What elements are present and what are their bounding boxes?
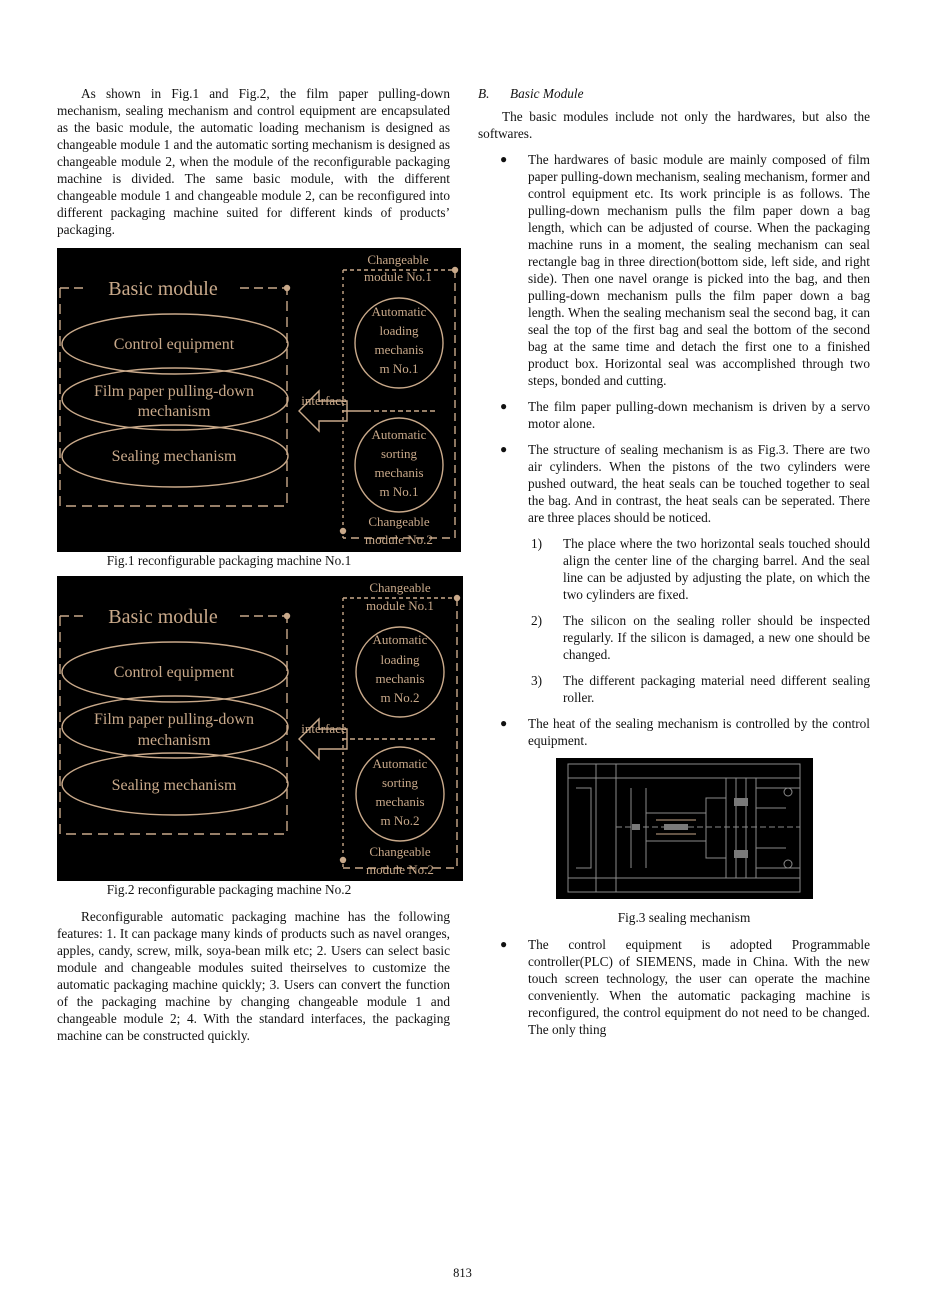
fig2-loading-line2: loading (380, 652, 420, 667)
fig1-sorting-line4: m No.1 (379, 484, 419, 499)
section-title: Basic Module (510, 86, 584, 101)
left-column (57, 85, 450, 1044)
fig1-sorting-line1: Automatic (371, 427, 427, 442)
fig2-film-paper-label-line1: Film paper pulling-down (94, 711, 254, 728)
bullet-icon: ● (500, 442, 508, 456)
figure-1-diagram (57, 248, 461, 552)
left-paragraph-1: As shown in Fig.1 and Fig.2, the film paper pulling-down mechanism, sealing mechanism and control equipment are encapsulated as the basic module, the automatic loading mechanism is designed as changeable module 1 and the automatic sorting mechanism is designed as changeable module 2, when the module of the reconfigurable packaging machine is divided. The same basic module, with the different changeable module 1 and changeable module 2, can be reconfigured into different packaging machine suited for different kinds of products’ packaging. (57, 86, 450, 237)
fig2-interface-label: interface (301, 721, 347, 736)
bullet-item (478, 441, 870, 526)
fig1-changeable-module-2-line1: Changeable (368, 514, 430, 529)
fig1-sorting-line2: sorting (380, 446, 418, 461)
bullet-icon: ● (500, 716, 508, 730)
numbered-marker: 2) (531, 613, 543, 628)
left-paragraph-2: Reconfigurable automatic packaging machine has the following features: 1. It can package many kinds of products such as navel oranges, apples, candy, screw, milk, soya-bean milk etc; 2. Users can select basic module and changeable modules suited theirselves to customize the automatic packaging machine quickly; 3. Users can convert the function of the packaging machine by changing changeable module 1 and changeable module 2; 4. With the standard interfaces, the packaging machine can be constructed quickly. (57, 909, 450, 1043)
figure-2-caption: Fig.2 reconfigurable packaging machine No.2 (106, 882, 352, 897)
numbered-marker: 1) (531, 536, 543, 551)
bullet-item (478, 936, 870, 1038)
fig2-basic-module-label: Basic module (108, 606, 218, 628)
fig2-changeable-module-2-line1: Changeable (369, 844, 431, 859)
fig1-film-paper-label-line1: Film paper pulling-down (94, 383, 254, 400)
bullet-item (478, 715, 870, 749)
fig1-control-equipment-label: Control equipment (113, 336, 235, 353)
figure-1-caption: Fig.1 reconfigurable packaging machine No.1 (106, 553, 352, 568)
page-number: 813 (453, 1266, 472, 1280)
bullet-text: The film paper pulling-down mechanism is driven by a servo motor alone. (528, 399, 870, 431)
fig1-loading-line2: loading (379, 323, 419, 338)
figure-3-drawing (556, 758, 813, 899)
figure-2 (57, 576, 463, 881)
fig2-control-equipment-label: Control equipment (113, 664, 235, 681)
fig1-loading-line3: mechanis (374, 342, 424, 357)
fig1-loading-line4: m No.1 (379, 361, 419, 376)
bullet-text: The heat of the sealing mechanism is controlled by the control equipment. (528, 716, 870, 748)
fig1-sealing-mechanism-label: Sealing mechanism (111, 448, 237, 465)
bullet-icon: ● (500, 152, 508, 166)
fig1-changeable-module-2-line2: module No.2 (365, 532, 433, 547)
fig1-sorting-line3: mechanis (374, 465, 424, 480)
fig1-loading-line1: Automatic (371, 304, 427, 319)
fig2-sorting-line2: sorting (381, 775, 419, 790)
fig2-sorting-line3: mechanis (375, 794, 425, 809)
numbered-item (478, 672, 870, 706)
numbered-text: The silicon on the sealing roller should be inspected regularly. If the silicon is damaged, a new one should be changed. (563, 613, 870, 662)
fig2-film-paper-label-line2: mechanism (137, 732, 211, 749)
figure-1 (57, 248, 461, 552)
section-label: B. (478, 86, 490, 101)
numbered-marker: 3) (531, 673, 543, 688)
fig1-interface-label: interface (301, 393, 347, 408)
bullet-icon: ● (500, 937, 508, 951)
fig2-sorting-line1: Automatic (372, 756, 428, 771)
fig2-loading-line4: m No.2 (380, 690, 420, 705)
numbered-text: The different packaging material need different sealing roller. (563, 673, 870, 705)
fig1-changeable-module-1-line1: Changeable (367, 252, 429, 267)
bullet-text: The structure of sealing mechanism is as Fig.3. There are two air cylinders. When the pistons of the two cylinders were pushed outward, the heat seals can be touched together to seal the bag. And in contrast, the heat seals can be seperated. There are three places should be noticed. (528, 442, 870, 525)
bullet-icon: ● (500, 399, 508, 413)
bullet-item (478, 151, 870, 389)
numbered-text: The place where the two horizontal seals touched should align the center line of the charging barrel. And the seal line can be adjusted by adjusting the plate, on which the two cylinders are fixed. (563, 536, 870, 602)
right-intro: The basic modules include not only the hardwares, but also the softwares. (478, 109, 870, 141)
figure-2-diagram (57, 576, 463, 881)
fig1-film-paper-label-line2: mechanism (137, 403, 211, 420)
fig1-basic-module-label: Basic module (108, 278, 218, 300)
fig2-changeable-module-1-line2: module No.1 (366, 598, 434, 613)
bullet-text: The control equipment is adopted Programmable controller(PLC) of SIEMENS, made in China. With the new touch screen technology, the user can operate the machine conveniently. When the automatic packaging machine is reconfigured, the control equipment do not need to be changed. The only thing (528, 937, 870, 1037)
fig2-sorting-line4: m No.2 (380, 813, 420, 828)
figure-3-caption: Fig.3 sealing mechanism (617, 910, 751, 925)
fig2-changeable-module-1-line1: Changeable (369, 580, 431, 595)
fig2-sealing-mechanism-label: Sealing mechanism (111, 777, 237, 794)
bullet-item (478, 398, 870, 432)
fig2-loading-line3: mechanis (375, 671, 425, 686)
numbered-item (478, 535, 870, 603)
right-column (478, 85, 870, 1038)
numbered-item (478, 612, 870, 663)
fig2-changeable-module-2-line2: module No.2 (366, 862, 434, 877)
figure-3 (556, 758, 813, 899)
bullet-text: The hardwares of basic module are mainly composed of film paper pulling-down mechanism, sealing mechanism, former and control equipment etc. Its work principle is as follows. The pulling-down mechanism pulls the film paper down a bag length, which can be adjusted of course. When the packaging machine runs in a moment, the sealing mechanism can seal rectangle bag in three direction(bottom side, left side, and right side). Then one navel orange is picked into the bag, and then pulling-down mechanism pulls the film paper down a bag length. When the sealing mechanism seal the second bag, it can seal the top of the first bag and seal the bottom of the second bag at the same time and detach the first one to a finished product box. Horizontal seal was accomplished through two steps, bonded and cutting. (528, 152, 870, 388)
fig1-changeable-module-1-line2: module No.1 (364, 269, 432, 284)
section-heading (478, 85, 870, 102)
fig2-loading-line1: Automatic (372, 632, 428, 647)
